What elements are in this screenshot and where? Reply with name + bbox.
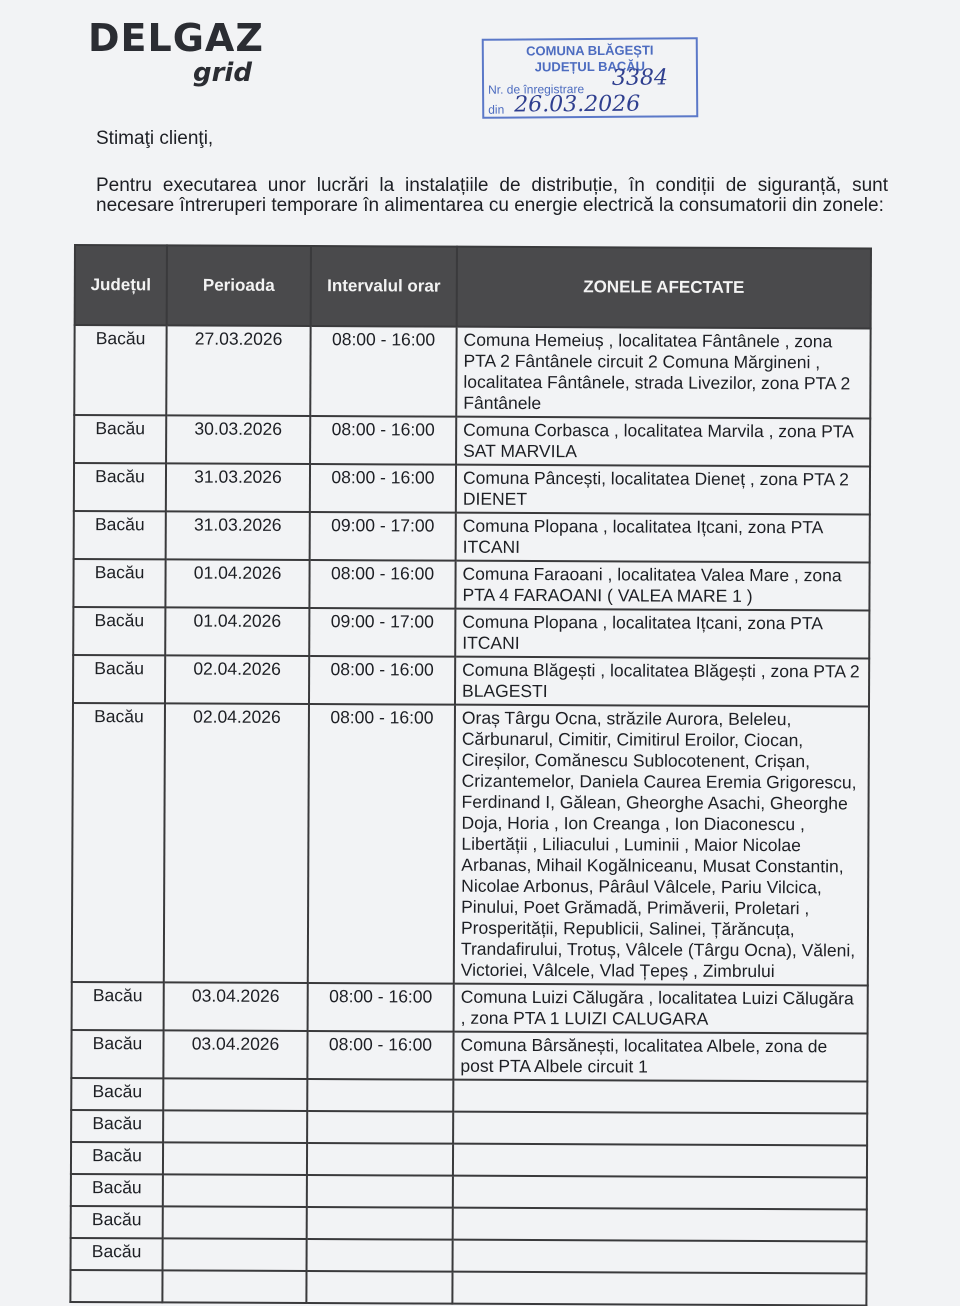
stamp-reg-number: 3384 [611,65,669,91]
cell-county: Bacău [73,607,165,655]
cell-zones: Comuna Faraoani , localitatea Valea Mare , zona PTA 4 FARAOANI ( VALEA MARE 1 ) [455,561,869,611]
table-row [71,1142,867,1177]
table-row [71,1238,867,1273]
table-header-row [75,245,871,328]
cell-date [163,1206,307,1239]
table-row [72,982,868,1033]
cell-date [163,1174,307,1207]
cell-county: Bacău [71,1142,163,1174]
cell-interval: 08:00 - 16:00 [309,656,455,705]
cell-zones [453,1080,867,1114]
stamp-line-2: JUDEȚUL BACĂU [534,58,646,75]
cell-county: Bacău [74,511,166,559]
cell-zones: Comuna Hemeiuș , localitatea Fântânele , zona PTA 2 Fântânele circuit 2 Comuna Mărgineni , localitatea Fântânele, strada Livezilor, zona PTA 2 Fântânele [456,327,870,419]
header-county: Județul [75,245,167,325]
cell-county: Bacău [71,1030,163,1078]
stamp-date-value: 26.03.2026 [514,91,641,118]
table-row [71,1078,867,1113]
cell-interval: 08:00 - 16:00 [310,416,456,465]
cell-date: 27.03.2026 [166,325,310,416]
cell-date: 31.03.2026 [166,511,310,560]
cell-interval [306,1271,452,1304]
table-row [71,1206,867,1241]
cell-zones [453,1208,867,1242]
greeting: Stimaţi clienţi, [96,128,214,149]
table-row [73,607,869,658]
cell-county: Bacău [72,982,164,1030]
cell-county: Bacău [72,703,165,982]
logo-sub: grid [193,58,252,88]
cell-interval [307,1207,453,1240]
cell-interval: 08:00 - 16:00 [308,704,455,984]
cell-zones: Comuna Plopana , localitatea Ițcani, zona PTA ITCANI [456,513,870,563]
cell-zones: Oraș Târgu Ocna, străzile Aurora, Beleleu, Cărbunarul, Cimitir, Cimitirul Eroilor, Ciocan, Cireșilor, Comănescu Sublocotenent, Crișan, Crizantemelor, Daniela Caurea Eremia Grigorescu, Ferdinand I, Gălean, Gheorghe Asachi, Gheorghe Doja, Horia , Ion Creanga , Ion Diaconescu , Libertății , Liliacului , Luminii , Maior Nicolae Arbanas, Mihail Kogălniceanu, Musat Constantin, Nicolae Arbonus, Pârâul Vâlcele, Pariu Vilcica, Pinului, Poet Grămadă, Primăverii, Proletari , Prosperității, Republicii, Salinei, Țărăncuța, Trandafirului, Trotuș, Vâlcele (Târgu Ocna), Văleni, Victoriei, Vâlcele, Vlad Țepeș , Zimbrului [454,705,869,986]
cell-date [163,1078,307,1111]
cell-date [163,1142,307,1175]
table-row [73,559,869,610]
cell-zones [452,1272,866,1306]
table-row [70,1270,866,1305]
cell-interval: 08:00 - 16:00 [307,1031,453,1080]
cell-date: 01.04.2026 [165,607,309,656]
stamp-date-label: din [488,102,505,117]
table-row [74,511,870,562]
cell-zones: Comuna Luizi Călugăra , localitatea Luizi Călugăra , zona PTA 1 LUIZI CALUGARA [454,984,868,1034]
table-row [71,1030,867,1081]
cell-interval: 08:00 - 16:00 [309,560,455,609]
cell-county [70,1270,162,1302]
cell-zones: Comuna Bârsănești, localitatea Albele, zona de post PTA Albele circuit 1 [453,1032,867,1082]
outage-table [69,244,872,1306]
cell-date [163,1238,307,1271]
cell-interval: 08:00 - 16:00 [310,326,456,417]
cell-zones [453,1240,867,1274]
cell-interval [307,1079,453,1112]
cell-county: Bacău [73,655,165,703]
cell-county: Bacău [71,1110,163,1142]
cell-zones [453,1176,867,1210]
cell-interval [307,1175,453,1208]
intro-paragraph: Pentru executarea unor lucrări la instalațiile de distribuție, în condiții de siguranță, sunt necesare întreruperi temporare în alimentarea cu energie electrică la consumatorii din zonele: [96,175,888,216]
cell-interval: 09:00 - 17:00 [310,512,456,561]
cell-date: 30.03.2026 [166,415,310,464]
cell-zones [453,1112,867,1146]
table-row [71,1174,867,1209]
cell-date: 03.04.2026 [163,1030,307,1079]
logo-brand: DELGAZ [88,16,264,60]
cell-zones: Comuna Pâncești, localitatea Dieneț , zona PTA 2 DIENET [456,465,870,515]
stamp-reg-label: Nr. de înregistrare [488,82,585,97]
table-row [72,703,869,985]
cell-zones: Comuna Plopana , localitatea Ițcani, zona PTA ITCANI [455,609,869,659]
table-row [74,463,870,514]
registration-stamp [482,37,699,119]
cell-date [163,1110,307,1143]
cell-county: Bacău [71,1174,163,1206]
cell-zones: Comuna Corbasca , localitatea Marvila , zona PTA SAT MARVILA [456,417,870,467]
cell-county: Bacău [71,1078,163,1110]
cell-county: Bacău [74,463,166,511]
table-row [74,415,870,466]
cell-interval: 08:00 - 16:00 [310,464,456,513]
cell-county: Bacău [74,415,166,463]
cell-county: Bacău [71,1238,163,1270]
cell-date: 01.04.2026 [165,559,309,608]
table-row [73,655,869,706]
cell-county: Bacău [71,1206,163,1238]
cell-interval [307,1239,453,1272]
delgaz-logo [88,18,268,98]
cell-county: Bacău [74,325,166,415]
header-zones: ZONELE AFECTATE [457,247,871,329]
header-period: Perioada [167,245,311,326]
table-row [71,1110,867,1145]
cell-interval: 09:00 - 17:00 [309,608,455,657]
table-row [74,325,870,418]
cell-date: 31.03.2026 [166,463,310,512]
cell-date: 02.04.2026 [165,655,309,704]
header-interval: Intervalul orar [311,246,457,327]
cell-interval: 08:00 - 16:00 [308,983,454,1032]
cell-date: 03.04.2026 [164,982,308,1031]
cell-county: Bacău [73,559,165,607]
cell-zones [453,1144,867,1178]
cell-date: 02.04.2026 [164,703,309,983]
cell-interval [307,1143,453,1176]
cell-zones: Comuna Blăgești , localitatea Blăgești , zona PTA 2 BLAGESTI [455,657,869,707]
stamp-line-1: COMUNA BLĂGEȘTI [526,42,654,59]
cell-interval [307,1111,453,1144]
cell-date [162,1270,306,1303]
